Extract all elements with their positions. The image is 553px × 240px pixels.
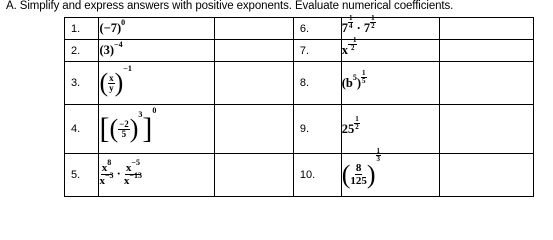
answer-cell-3[interactable] <box>215 62 294 105</box>
problem-9-expression: 25 $\frac{1}{2}$ <box>341 105 439 154</box>
item-number: 4. <box>65 105 99 154</box>
answer-cell-10[interactable] <box>439 153 534 196</box>
answer-cell-6[interactable] <box>439 18 534 40</box>
answer-cell-2[interactable] <box>215 40 294 62</box>
problem-7-expression: x $\frac{-1}{2}$ <box>341 40 439 62</box>
item-number: 1. <box>65 18 99 40</box>
table-row <box>65 105 534 154</box>
table-row <box>65 62 534 105</box>
problem-10-expression: ( $\frac{8}{125}$ ) $\frac{1}{3}$ <box>341 153 439 196</box>
problem-5-expression: $\frac{x^8}{x^{-3}}$ · $\frac{x^{-5}}{x^{-13}}$ <box>99 153 215 196</box>
answer-cell-8[interactable] <box>439 62 534 105</box>
item-number: 7. <box>293 40 341 62</box>
problem-4-expression: [( $\frac{-2}{5}$ )$^3$]$^0$ <box>99 105 215 154</box>
item-number: 2. <box>65 40 99 62</box>
table-row <box>65 40 534 62</box>
problem-3-expression: ( $\frac{x}{y}$ )$^{-1}$ <box>99 62 215 105</box>
item-number: 3. <box>65 62 99 105</box>
exercise-table <box>64 14 534 197</box>
answer-cell-1[interactable] <box>215 18 294 40</box>
table-row <box>65 153 534 196</box>
answer-cell-5[interactable] <box>215 153 294 196</box>
item-number: 10. <box>293 153 341 196</box>
item-number: 5. <box>65 153 99 196</box>
problem-6-expression: 7 $\frac{1}{4}$ · 7 $\frac{1}{2}$ <box>341 18 439 40</box>
answer-cell-7[interactable] <box>439 40 534 62</box>
item-number: 9. <box>293 105 341 154</box>
problem-1-expression: $(-7)^0$ <box>99 18 215 40</box>
table-row <box>65 18 534 40</box>
problem-8-expression: $(b^5)$ $\frac{1}{5}$ <box>341 62 439 105</box>
item-number: 8. <box>293 62 341 105</box>
answer-cell-4[interactable] <box>215 105 294 154</box>
instructions-heading: A. Simplify and express answers with positive exponents. Evaluate numerical coefficients. <box>6 0 454 12</box>
answer-cell-9[interactable] <box>439 105 534 154</box>
problem-2-expression: $(3)^{-4}$ <box>99 40 215 62</box>
item-number: 6. <box>293 18 341 40</box>
